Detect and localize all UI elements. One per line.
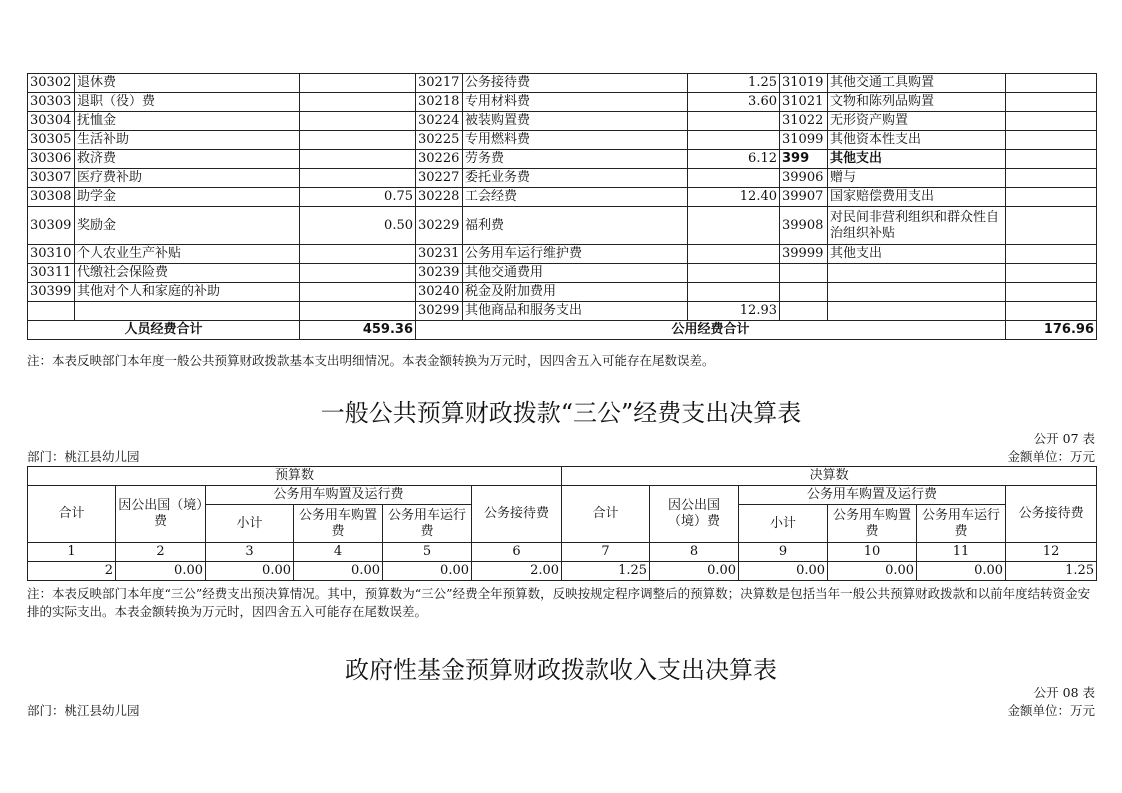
- table-cell: 31021: [780, 93, 828, 112]
- table-cell: 30240: [416, 283, 463, 302]
- table-cell: 30308: [28, 188, 75, 207]
- col-number: 4: [294, 543, 383, 562]
- table-cell: 福利费: [463, 207, 688, 245]
- table-cell: 抚恤金: [75, 112, 300, 131]
- table-cell: 30239: [416, 264, 463, 283]
- table-row: [28, 150, 1097, 169]
- col-number: 3: [206, 543, 294, 562]
- table-cell: 30229: [416, 207, 463, 245]
- table-cell: 30307: [28, 169, 75, 188]
- table-cell: [688, 112, 780, 131]
- table-cell: 1.25: [688, 74, 780, 93]
- table-cell: 12.40: [688, 188, 780, 207]
- table-cell: 3.60: [688, 93, 780, 112]
- table-cell: [780, 302, 828, 321]
- value-cell: 0.00: [116, 562, 206, 581]
- table-cell: [1006, 169, 1097, 188]
- table-cell: [1006, 93, 1097, 112]
- header-budget-car-buy: 公务用车购置费: [294, 505, 383, 543]
- header-final-car-run: 公务用车运行费: [917, 505, 1006, 543]
- table-cell: 30303: [28, 93, 75, 112]
- table-cell: 被装购置费: [463, 112, 688, 131]
- table-cell: [1006, 131, 1097, 150]
- total-public-value: 176.96: [1006, 321, 1097, 340]
- table-cell: 0.75: [300, 188, 416, 207]
- table-cell: 30218: [416, 93, 463, 112]
- table-row: [28, 112, 1097, 131]
- table-row: [28, 169, 1097, 188]
- table-cell: [828, 302, 1006, 321]
- col-number: 8: [650, 543, 739, 562]
- table-cell: [1006, 188, 1097, 207]
- table-cell: 30226: [416, 150, 463, 169]
- header-budget-subtotal: 小计: [206, 505, 294, 543]
- table-cell: [300, 302, 416, 321]
- section3-title: 政府性基金预算财政拨款收入支出决算表: [345, 656, 777, 684]
- table-cell: [28, 302, 75, 321]
- table-cell: [828, 264, 1006, 283]
- header-budget-car-run: 公务用车运行费: [383, 505, 472, 543]
- table-cell: 其他交通工具购置: [828, 74, 1006, 93]
- table-cell: 税金及附加费用: [463, 283, 688, 302]
- three-public-expense-table: [27, 466, 1097, 581]
- col-number: 12: [1006, 543, 1097, 562]
- table-cell: 30399: [28, 283, 75, 302]
- section2-table-no: 公开 07 表: [1033, 431, 1095, 446]
- table-cell: 31019: [780, 74, 828, 93]
- table-cell: 其他商品和服务支出: [463, 302, 688, 321]
- header-final-car: 公务用车购置及运行费: [739, 486, 1006, 505]
- table-row: [28, 93, 1097, 112]
- table-cell: [688, 264, 780, 283]
- note-table1: 注：本表反映部门本年度一般公共预算财政拨款基本支出明细情况。本表金额转换为万元时，因四舍五入可能存在尾数误差。: [27, 353, 715, 368]
- table-cell: 39907: [780, 188, 828, 207]
- table-cell: 其他资本性支出: [828, 131, 1006, 150]
- table-cell: 专用燃料费: [463, 131, 688, 150]
- table-cell: [1006, 150, 1097, 169]
- table-cell: [300, 93, 416, 112]
- table-cell: 12.93: [688, 302, 780, 321]
- table-cell: [688, 245, 780, 264]
- table-cell: 公务用车运行维护费: [463, 245, 688, 264]
- table-cell: [1006, 302, 1097, 321]
- table-cell: [688, 207, 780, 245]
- table-cell: 赠与: [828, 169, 1006, 188]
- value-row: [28, 562, 1097, 581]
- value-cell: 0.00: [828, 562, 917, 581]
- value-cell: 0.00: [206, 562, 294, 581]
- table-cell: [300, 131, 416, 150]
- table-cell: 委托业务费: [463, 169, 688, 188]
- table-cell: [1006, 112, 1097, 131]
- table-cell: 39906: [780, 169, 828, 188]
- table-row: [28, 283, 1097, 302]
- value-cell: 2.00: [472, 562, 562, 581]
- table-cell: 代缴社会保险费: [75, 264, 300, 283]
- table-row: [28, 245, 1097, 264]
- header-budget: 预算数: [28, 467, 562, 486]
- col-number: 7: [562, 543, 650, 562]
- table-cell: 其他对个人和家庭的补助: [75, 283, 300, 302]
- table-cell: [300, 112, 416, 131]
- table-cell: 助学金: [75, 188, 300, 207]
- header-budget-reception: 公务接待费: [472, 486, 562, 543]
- table-cell: 无形资产购置: [828, 112, 1006, 131]
- table-cell: 其他支出: [828, 150, 1006, 169]
- table-cell: [300, 264, 416, 283]
- table-cell: 其他交通费用: [463, 264, 688, 283]
- value-cell: 0.00: [383, 562, 472, 581]
- value-cell: 0.00: [917, 562, 1006, 581]
- section2-title: 一般公共预算财政拨款“三公”经费支出决算表: [320, 399, 802, 427]
- table-cell: 文物和陈列品购置: [828, 93, 1006, 112]
- value-cell: 2: [28, 562, 116, 581]
- header-final-total: 合计: [562, 486, 650, 543]
- table-cell: 30231: [416, 245, 463, 264]
- table-cell: 30310: [28, 245, 75, 264]
- col-number: 1: [28, 543, 116, 562]
- table-cell: 救济费: [75, 150, 300, 169]
- table-cell: [75, 302, 300, 321]
- header-budget-abroad: 因公出国（境）费: [116, 486, 206, 543]
- table-cell: [1006, 207, 1097, 245]
- table-cell: 工会经费: [463, 188, 688, 207]
- table-cell: 30225: [416, 131, 463, 150]
- header-budget-total: 合计: [28, 486, 116, 543]
- table-cell: 生活补助: [75, 131, 300, 150]
- table-cell: 国家赔偿费用支出: [828, 188, 1006, 207]
- table-row: [28, 302, 1097, 321]
- table-cell: 专用材料费: [463, 93, 688, 112]
- table-cell: 其他支出: [828, 245, 1006, 264]
- table-row: [28, 131, 1097, 150]
- header-final-abroad: 因公出国（境）费: [650, 486, 739, 543]
- table-cell: [828, 283, 1006, 302]
- table-cell: 奖励金: [75, 207, 300, 245]
- col-number: 10: [828, 543, 917, 562]
- table-cell: [1006, 245, 1097, 264]
- table-cell: [1006, 74, 1097, 93]
- value-cell: 0.00: [739, 562, 828, 581]
- basic-expenditure-detail-table: [27, 73, 1097, 340]
- table-cell: [300, 283, 416, 302]
- table-cell: 399: [780, 150, 828, 169]
- col-number: 5: [383, 543, 472, 562]
- header-final-car-buy: 公务用车购置费: [828, 505, 917, 543]
- total-personnel-label: 人员经费合计: [28, 321, 300, 340]
- section3-department: 部门：桃江县幼儿园: [27, 703, 140, 718]
- total-public-label: 公用经费合计: [416, 321, 1006, 340]
- table-cell: 30228: [416, 188, 463, 207]
- table-cell: 30217: [416, 74, 463, 93]
- table1-body: [28, 74, 1097, 321]
- table-cell: [300, 169, 416, 188]
- section2-unit: 金额单位：万元: [1007, 449, 1095, 464]
- table-cell: [688, 131, 780, 150]
- value-cell: 1.25: [562, 562, 650, 581]
- table-cell: [1006, 283, 1097, 302]
- table-cell: 个人农业生产补贴: [75, 245, 300, 264]
- table1-total-row: [28, 321, 1097, 340]
- value-cell: 0.00: [294, 562, 383, 581]
- table-cell: [688, 169, 780, 188]
- table-cell: 39999: [780, 245, 828, 264]
- table-cell: 30224: [416, 112, 463, 131]
- table-cell: 30309: [28, 207, 75, 245]
- table-row: [28, 188, 1097, 207]
- table-cell: 30302: [28, 74, 75, 93]
- table-cell: [688, 283, 780, 302]
- section3-unit: 金额单位：万元: [1007, 703, 1095, 718]
- section2-department: 部门：桃江县幼儿园: [27, 449, 140, 464]
- table-cell: [780, 283, 828, 302]
- header-final-reception: 公务接待费: [1006, 486, 1097, 543]
- table-row: [28, 207, 1097, 245]
- column-number-row: [28, 543, 1097, 562]
- table-cell: [300, 74, 416, 93]
- table-cell: 0.50: [300, 207, 416, 245]
- header-final: 决算数: [562, 467, 1097, 486]
- table-cell: 30311: [28, 264, 75, 283]
- table-cell: 30305: [28, 131, 75, 150]
- table-cell: 31022: [780, 112, 828, 131]
- table-cell: 退休费: [75, 74, 300, 93]
- table-cell: 30306: [28, 150, 75, 169]
- table-cell: 31099: [780, 131, 828, 150]
- col-number: 11: [917, 543, 1006, 562]
- table-cell: 30299: [416, 302, 463, 321]
- col-number: 9: [739, 543, 828, 562]
- header-final-subtotal: 小计: [739, 505, 828, 543]
- col-number: 2: [116, 543, 206, 562]
- value-cell: 1.25: [1006, 562, 1097, 581]
- table-row: [28, 74, 1097, 93]
- table-cell: 39908: [780, 207, 828, 245]
- table-cell: [300, 150, 416, 169]
- table-cell: 对民间非营利组织和群众性自治组织补贴: [828, 207, 1006, 245]
- note-table2: 注：本表反映部门本年度“三公”经费支出预决算情况。其中，预算数为“三公”经费全年预算数，反映按规定程序调整后的预算数；决算数是包括当年一般公共预算财政拨款和以前年度结转资金安排的实际支出。本表金额转换为万元时，因四舍五入可能存在尾数误差。: [27, 586, 1091, 619]
- table-cell: 劳务费: [463, 150, 688, 169]
- col-number: 6: [472, 543, 562, 562]
- section3-table-no: 公开 08 表: [1033, 685, 1095, 700]
- table-cell: 30227: [416, 169, 463, 188]
- table-row: [28, 264, 1097, 283]
- table-cell: [1006, 264, 1097, 283]
- table-cell: 公务接待费: [463, 74, 688, 93]
- table-cell: [300, 245, 416, 264]
- value-cell: 0.00: [650, 562, 739, 581]
- table-cell: [780, 264, 828, 283]
- table-cell: 6.12: [688, 150, 780, 169]
- table-cell: 退职（役）费: [75, 93, 300, 112]
- table-cell: 30304: [28, 112, 75, 131]
- table-cell: 医疗费补助: [75, 169, 300, 188]
- header-budget-car: 公务用车购置及运行费: [206, 486, 472, 505]
- total-personnel-value: 459.36: [300, 321, 416, 340]
